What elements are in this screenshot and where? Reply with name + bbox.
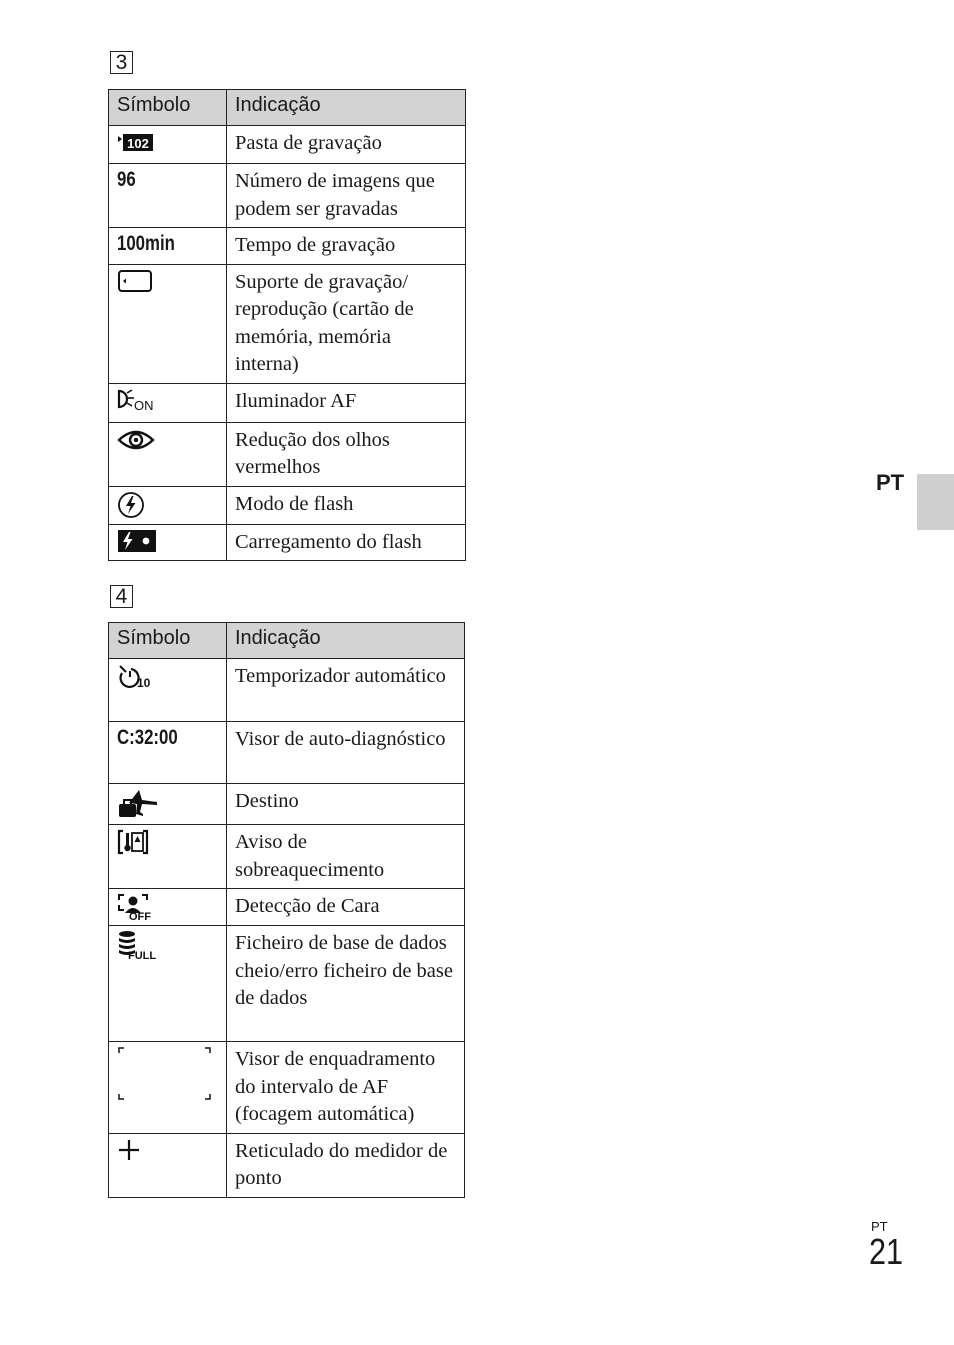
indication-cell: Visor de auto-diagnóstico	[227, 722, 465, 784]
self-timer-seconds: 10	[137, 676, 151, 689]
symbol-cell	[109, 524, 227, 561]
header-indication: Indicação	[227, 90, 466, 126]
destination-icon	[117, 788, 218, 820]
symbol-cell	[109, 825, 227, 889]
table-row	[109, 722, 465, 784]
indication-cell: Suporte de gravação/ reprodução (cartão de memória, memória interna)	[227, 264, 466, 383]
face-off-text: OFF	[129, 911, 151, 921]
database-full-icon	[117, 930, 218, 960]
section-number-3: 3	[110, 51, 133, 74]
symbol-cell	[109, 889, 227, 926]
table-row	[109, 926, 465, 1042]
symbol-cell	[109, 228, 227, 265]
table-header	[109, 90, 466, 126]
database-full-text: FULL	[128, 950, 157, 960]
symbol-cell	[109, 164, 227, 228]
indication-cell: Aviso de sobreaquecimento	[227, 825, 465, 889]
af-range-finder-frame-icon	[117, 1046, 218, 1106]
table-row	[109, 422, 466, 486]
indication-cell: Reticulado do medidor de ponto	[227, 1133, 465, 1197]
indication-cell: Pasta de gravação	[227, 126, 466, 164]
af-on-text: ON	[134, 397, 154, 412]
symbol-cell	[109, 486, 227, 524]
memory-card-icon	[117, 269, 218, 293]
red-eye-icon	[117, 427, 218, 453]
side-language-tab	[917, 474, 954, 530]
section-number-4: 4	[110, 585, 133, 608]
flash-mode-icon	[117, 491, 218, 519]
recording-time: 100min	[117, 232, 175, 255]
folder-number: 102	[127, 136, 149, 151]
table-row	[109, 784, 465, 825]
page-language: PT	[871, 1219, 888, 1234]
table-row	[109, 1133, 465, 1197]
table-row	[109, 659, 465, 722]
side-language-label: PT	[876, 470, 905, 495]
table-row	[109, 1042, 465, 1134]
indication-cell: Modo de flash	[227, 486, 466, 524]
symbol-cell	[109, 784, 227, 825]
table-row	[109, 486, 466, 524]
symbol-cell	[109, 126, 227, 164]
spot-metering-crosshair-icon	[117, 1138, 218, 1162]
table-header	[109, 623, 465, 659]
symbol-table-3	[108, 89, 466, 561]
image-count: 96	[117, 168, 136, 191]
indication-cell: Visor de enquadramento do intervalo de AF (focagem automática)	[227, 1042, 465, 1134]
table-row	[109, 126, 466, 164]
indication-cell: Número de imagens que podem ser gravadas	[227, 164, 466, 228]
table-row	[109, 889, 465, 926]
indication-cell: Ficheiro de base de dados cheio/erro ficheiro de base de dados	[227, 926, 465, 1042]
overheat-warning-icon	[117, 829, 218, 855]
symbol-cell	[109, 926, 227, 1042]
table-row	[109, 383, 466, 422]
face-detection-off-icon	[117, 893, 218, 921]
table-row	[109, 524, 466, 561]
indication-cell: Tempo de gravação	[227, 228, 466, 265]
indication-cell: Destino	[227, 784, 465, 825]
self-timer-icon	[117, 663, 218, 689]
af-illuminator-icon	[117, 388, 218, 412]
indication-cell: Iluminador AF	[227, 383, 466, 422]
indication-cell: Detecção de Cara	[227, 889, 465, 926]
flash-charging-icon	[117, 529, 218, 553]
table-row	[109, 264, 466, 383]
table-row	[109, 228, 466, 265]
header-indication: Indicação	[227, 623, 465, 659]
header-symbol: Símbolo	[109, 90, 227, 126]
symbol-cell	[109, 1042, 227, 1134]
self-diagnosis-code: C:32:00	[117, 726, 178, 749]
table-row	[109, 825, 465, 889]
symbol-cell	[109, 1133, 227, 1197]
indication-cell: Carregamento do flash	[227, 524, 466, 561]
symbol-cell	[109, 383, 227, 422]
symbol-cell	[109, 264, 227, 383]
page-number: 21	[869, 1231, 904, 1272]
indication-cell: Temporizador automático	[227, 659, 465, 722]
recording-folder-icon	[117, 130, 218, 152]
header-symbol: Símbolo	[109, 623, 227, 659]
symbol-cell	[109, 422, 227, 486]
symbol-cell	[109, 722, 227, 784]
symbol-cell	[109, 659, 227, 722]
table-row	[109, 164, 466, 228]
symbol-table-4	[108, 622, 465, 1198]
indication-cell: Redução dos olhos vermelhos	[227, 422, 466, 486]
